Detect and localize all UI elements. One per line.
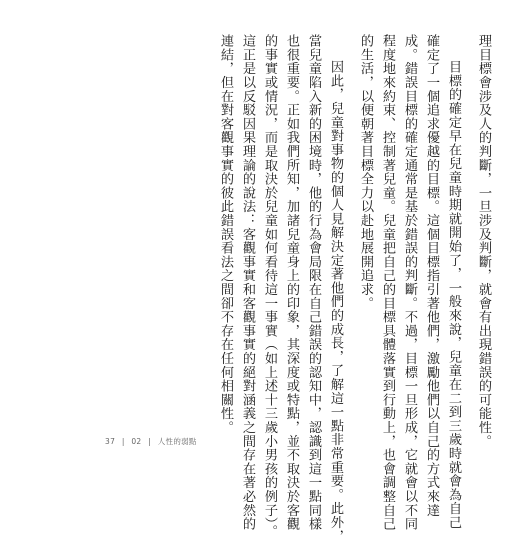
paragraph-line: 的生活，以便朝著目標全力以赴地展開追求。: [358, 34, 373, 310]
paragraph-line: 的事實或情況，而是取決於兒童如何看待這一事實（如上述十三歲小男孩的例子）。: [262, 34, 277, 538]
paragraph-line: 這正是以反駁因果理論的說法：客觀事實和客觀事實的絕對涵義之間存在著必然的: [240, 34, 255, 531]
paragraph-line: 也很重要。正如我們所知，加諸兒童身上的印象，其深度或特點，並不取決於客觀: [284, 34, 299, 531]
vertical-text-body: [214, 34, 494, 543]
paragraph-line: 成。錯誤目標的確定通常是基於錯誤的判斷。不過，目標一旦形成，它就會以不同: [402, 34, 417, 531]
footer-separator: |: [121, 437, 125, 446]
paragraph-line: 確定了一個追求優越的目標。這個目標指引著他們，激勵他們以自己的方式來達: [424, 34, 439, 517]
paragraph-line: 連結，但在對客觀事實的彼此錯誤看法之間卻不存在任何相關性。: [218, 34, 233, 435]
paragraph-goal-setting: 目標的確定早在兒童時期就開始了，一般來說，兒童在二到三歲時就會為自己: [446, 60, 461, 530]
book-title: 人性的弱點: [157, 437, 197, 446]
page-footer: [105, 436, 201, 447]
footer-separator: |: [148, 437, 152, 446]
paragraph-personal-view: 因此，兒童對事物的個人見解決定著他們的成長，了解這一點非常重要。此外，: [328, 60, 343, 543]
series-code: 02: [131, 437, 142, 446]
page-number: 37: [105, 437, 116, 446]
paragraph-line: 程度地來約束、控制著兒童。兒童把自己的目標具體落實到行動上，也會調整自己: [380, 34, 395, 531]
paragraph-continued: 理目標會涉及人的判斷，一旦涉及判斷，就會有出現錯誤的可能性。: [476, 34, 491, 448]
paragraph-line: 當兒童陷入新的困境時，他的行為會局限在自己錯誤的認知中，認識到這一點同樣: [306, 34, 321, 531]
